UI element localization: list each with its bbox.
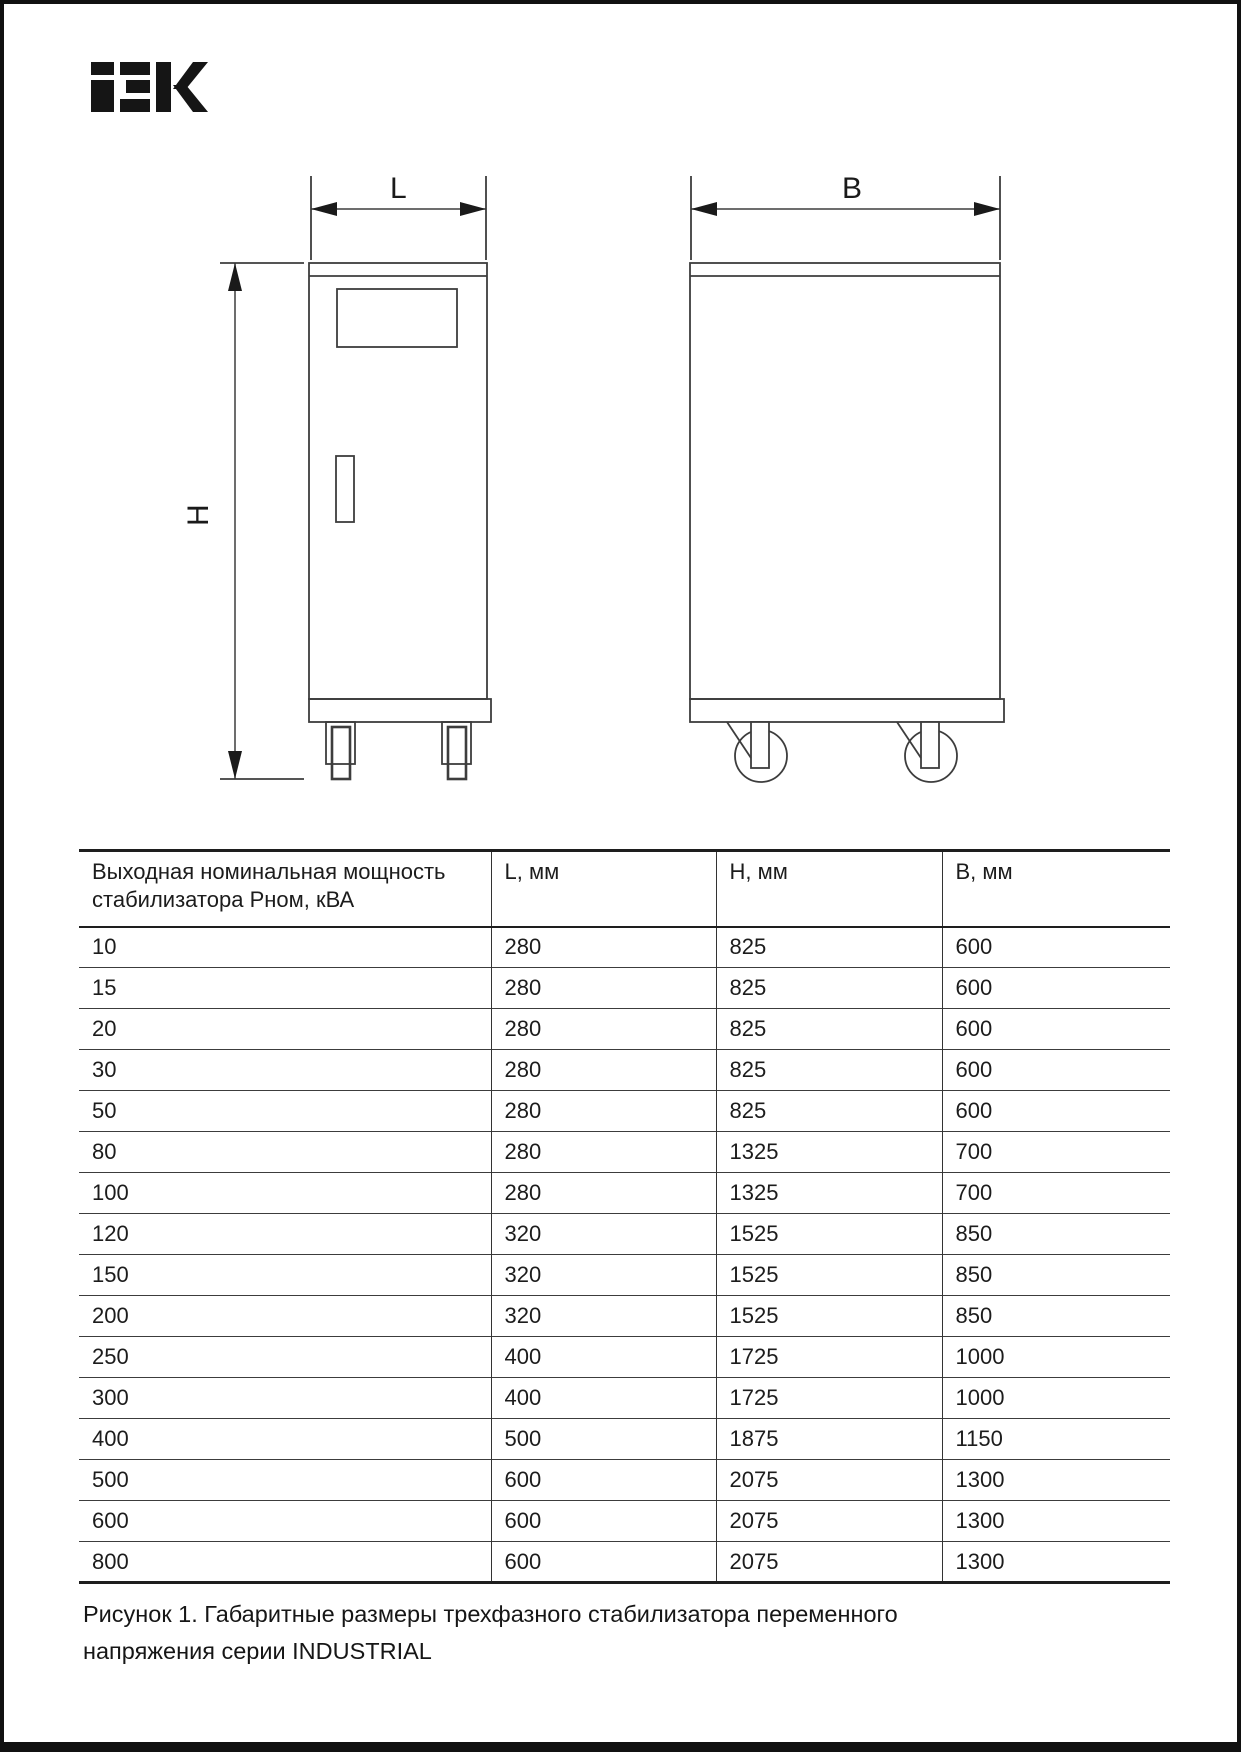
table-cell-power: 300 [79, 1378, 491, 1419]
table-cell-b: 600 [942, 968, 1170, 1009]
table-cell-b: 1000 [942, 1337, 1170, 1378]
front-wheel-right [442, 722, 471, 779]
side-caster-right [897, 722, 957, 782]
table-cell-b: 600 [942, 1050, 1170, 1091]
table-cell-b: 700 [942, 1132, 1170, 1173]
side-cabinet-body [690, 263, 1000, 699]
table-row [79, 927, 1170, 968]
table-row [79, 1542, 1170, 1583]
table-cell-b: 850 [942, 1255, 1170, 1296]
dimension-H [220, 263, 304, 779]
table-cell-l: 600 [491, 1542, 716, 1583]
front-door-handle [336, 456, 354, 522]
table-cell-b: 1300 [942, 1542, 1170, 1583]
table-cell-h: 2075 [716, 1460, 942, 1501]
figure-caption [83, 1596, 983, 1670]
table-cell-b: 1150 [942, 1419, 1170, 1460]
table-row [79, 1173, 1170, 1214]
table-cell-h: 825 [716, 1050, 942, 1091]
table-row [79, 968, 1170, 1009]
table-cell-power: 20 [79, 1009, 491, 1050]
side-view-drawing [690, 176, 1004, 782]
table-cell-power: 50 [79, 1091, 491, 1132]
table-row [79, 1296, 1170, 1337]
table-cell-h: 825 [716, 927, 942, 968]
table-cell-b: 600 [942, 1009, 1170, 1050]
header-b: B, мм [942, 851, 1170, 927]
table-cell-h: 825 [716, 1009, 942, 1050]
table-header-row [79, 851, 1170, 927]
table-cell-h: 1325 [716, 1132, 942, 1173]
table-cell-h: 1525 [716, 1255, 942, 1296]
table-cell-l: 280 [491, 1009, 716, 1050]
table-cell-power: 10 [92, 934, 117, 960]
table-row [79, 1132, 1170, 1173]
table-cell-b: 600 [942, 927, 1170, 968]
table-cell-l: 280 [491, 1173, 716, 1214]
front-base [309, 699, 491, 722]
table-cell-b: 600 [942, 1091, 1170, 1132]
table-cell-power: 200 [79, 1296, 491, 1337]
table-cell-l: 500 [491, 1419, 716, 1460]
dimension-label-B: B [842, 172, 863, 205]
table-row [79, 1050, 1170, 1091]
table-cell-l: 280 [491, 968, 716, 1009]
table-cell-b: 1000 [942, 1378, 1170, 1419]
table-cell-power: 150 [79, 1255, 491, 1296]
table-cell-power: 400 [79, 1419, 491, 1460]
figure-caption-line1: Рисунок 1. Габаритные размеры трехфазного стабилизатора переменного [83, 1601, 898, 1627]
table-cell-h: 2075 [716, 1542, 942, 1583]
table-cell-l: 320 [491, 1255, 716, 1296]
table-cell-l: 280 [491, 1091, 716, 1132]
header-power: Выходная номинальная мощность стабилизатора Рном, кВА [79, 851, 491, 927]
table-cell-b: 700 [942, 1173, 1170, 1214]
dimensions-table-body [79, 927, 1170, 1583]
table-cell-h: 1725 [716, 1378, 942, 1419]
table-row [79, 1378, 1170, 1419]
table-cell-h: 2075 [716, 1501, 942, 1542]
header-l: L, мм [491, 851, 716, 927]
table-row [79, 1501, 1170, 1542]
table-row [79, 1214, 1170, 1255]
table-cell-power: 120 [79, 1214, 491, 1255]
table-cell-l: 320 [491, 1214, 716, 1255]
technical-drawings [4, 4, 1241, 804]
table-cell-power: 500 [79, 1460, 491, 1501]
dimension-label-L: L [390, 172, 407, 205]
table-cell-power: 80 [79, 1132, 491, 1173]
table-cell-b: 1300 [942, 1460, 1170, 1501]
table-cell-power: 600 [79, 1501, 491, 1542]
side-base [690, 699, 1004, 722]
table-cell-l: 600 [491, 1501, 716, 1542]
table-cell-b: 850 [942, 1296, 1170, 1337]
table-cell-power: 15 [79, 968, 491, 1009]
table-cell-h: 825 [716, 1091, 942, 1132]
table-cell-h: 1525 [716, 1296, 942, 1337]
table-cell-b: 1300 [942, 1501, 1170, 1542]
table-row [79, 1091, 1170, 1132]
side-caster-left [727, 722, 787, 782]
table-cell-power: 250 [79, 1337, 491, 1378]
table-row [79, 1255, 1170, 1296]
table-cell-l: 280 [491, 1050, 716, 1091]
table-cell-h: 1325 [716, 1173, 942, 1214]
figure-caption-line2: напряжения серии INDUSTRIAL [83, 1638, 432, 1664]
dimension-label-H: H [182, 504, 215, 526]
table-cell-power: 800 [79, 1542, 491, 1583]
table-cell-l: 400 [491, 1378, 716, 1419]
table-cell-l: 600 [491, 1460, 716, 1501]
table-cell-b: 850 [942, 1214, 1170, 1255]
dimensions-table [79, 849, 1170, 1584]
table-row [79, 1460, 1170, 1501]
table-cell-h: 1875 [716, 1419, 942, 1460]
front-wheel-left [326, 722, 355, 779]
table-cell-h: 1725 [716, 1337, 942, 1378]
table-row [79, 1337, 1170, 1378]
table-cell-power: 100 [79, 1173, 491, 1214]
table-cell-power: 30 [79, 1050, 491, 1091]
front-display-window [337, 289, 457, 347]
header-h: H, мм [716, 851, 942, 927]
table-cell-l: 400 [491, 1337, 716, 1378]
table-row [79, 1009, 1170, 1050]
table-cell-h: 1525 [716, 1214, 942, 1255]
table-cell-h: 825 [716, 968, 942, 1009]
table-cell-l: 320 [491, 1296, 716, 1337]
table-row [79, 1419, 1170, 1460]
table-cell-l: 280 [491, 927, 716, 968]
front-view-drawing [220, 176, 491, 779]
table-cell-l: 280 [491, 1132, 716, 1173]
